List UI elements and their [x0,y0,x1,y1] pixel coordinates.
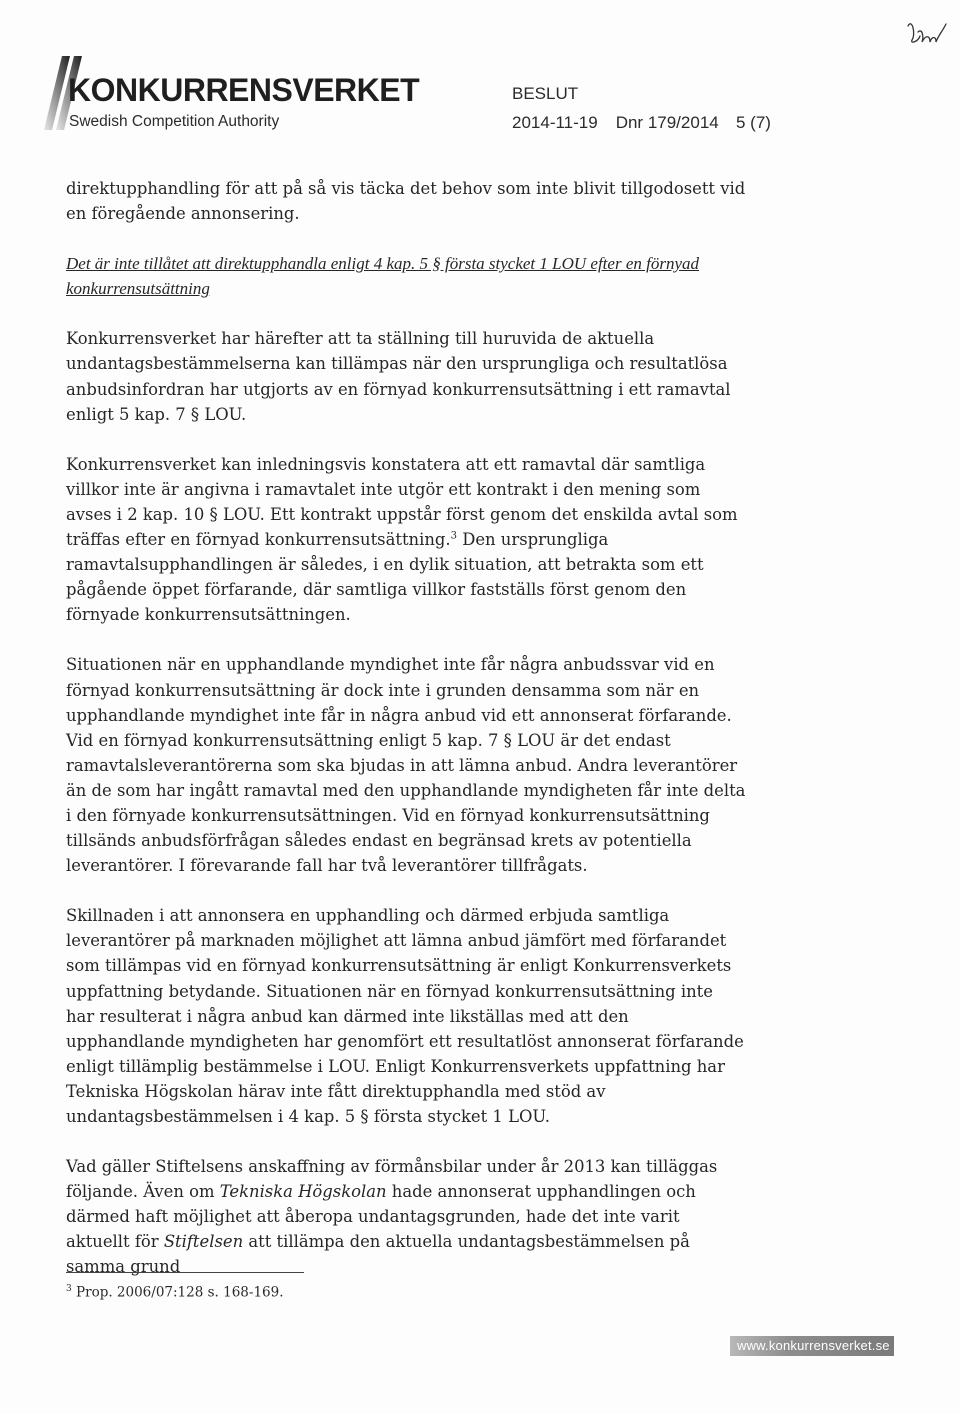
org-name: KONKURRENSVERKET [68,72,420,108]
document-dnr: Dnr 179/2014 [615,113,719,132]
paragraph-6-part-a: Vad gäller Stiftelsens anskaffning av förmånsbilar under år 2013 kan tilläggas följande. Även om [66,1157,718,1202]
body-text [66,176,746,1305]
document-type: BESLUT [512,84,579,103]
org-subtitle: Swedish Competition Authority [69,113,280,130]
paragraph-6 [66,1154,746,1279]
paragraph-1: direktupphandling för att på så vis täcka det behov som inte blivit tillgodosett vid en föregående annonsering. [66,179,746,224]
paragraph-3 [66,452,746,628]
document-date: 2014-11-19 [512,113,598,132]
footnote-reference: 3 [450,530,457,542]
section-heading [66,251,746,301]
website-url[interactable]: www.konkurrensverket.se [737,1338,890,1353]
paragraph-6-emphasis-1: Tekniska Högskolan [219,1182,387,1202]
paragraph-6-part-c: att tillämpa den aktuella undantagsbestämmelsen på samma grund [66,1232,690,1277]
paragraph-6-emphasis-2: Stiftelsen [163,1232,244,1252]
paragraph-3-part-b: Den ursprungliga ramavtalsupphandlingen är således, i en dylik situation, att betrakta som ett pågående öppet förfarande, där samtliga villkor fastställs först genom den förnyade konkurrensutsättningen. [66,530,704,625]
footnote [66,1284,284,1301]
paragraph-2: Konkurrensverket har härefter att ta ställning till huruvida de aktuella undantagsbestämmelserna kan tillämpas när den ursprungliga och resultatlösa anbudsinfordran har utgjorts av en förnyad konkurrensutsättning i ett ramavtal enligt 5 kap. 7 § LOU. [66,329,731,424]
footnote-text: Prop. 2006/07:128 s. 168-169. [71,1284,284,1301]
paragraph-6-part-b: hade annonserat upphandlingen och därmed haft möjlighet att åberopa undantagsgrunden, hade det inte varit aktuellt för [66,1182,696,1252]
section-heading-text: Det är inte tillåtet att direktupphandla enligt 4 kap. 5 § första stycket 1 LOU efter en förnyad konkurrensutsättning [66,254,700,299]
footnote-divider [66,1272,304,1273]
paragraph-5: Skillnaden i att annonsera en upphandling och därmed erbjuda samtliga leverantörer på marknaden möjlighet att lämna anbud jämfört med förfarandet som tillämpas vid en förnyad konkurrensutsättning är enligt Konkurrensverkets uppfattning betydande. Situationen när en förnyad konkurrensutsättning inte har resulterat i några anbud kan därmed inte likställas med att den upphandlande myndigheten har genomfört ett resultatlöst annonserat förfarande enligt tillämplig bestämmelse i LOU. Enligt Konkurrensverkets uppfattning har Tekniska Högskolan härav inte fått direktupphandla med stöd av undantagsbestämmelsen i 4 kap. 5 § första stycket 1 LOU. [66,906,744,1126]
footnote-number: 3 [66,1284,72,1294]
handwritten-initials-icon [904,14,950,54]
paragraph-3-part-a: Konkurrensverket kan inledningsvis konstatera att ett ramavtal där samtliga villkor inte är angivna i ramavtalet inte utgör ett kontrakt i den mening som avses i 2 kap. 10 § LOU. Ett kontrakt uppstår först genom det enskilda avtal som träffas efter en förnyad konkurrensutsättning. [66,454,738,550]
paragraph-4: Situationen när en upphandlande myndighet inte får några anbudssvar vid en förnyad konkurrensutsättning är dock inte i grunden densamma som när en upphandlande myndighet inte får in några anbud vid ett annonserat förfarande. Vid en förnyad konkurrensutsättning enligt 5 kap. 7 § LOU är det endast ramavtalsleverantörerna som ska bjudas in att lämna anbud. Andra leverantörer än de som har ingått ramavtal med den upphandlande myndigheten får inte delta i den förnyade konkurrensutsättningen. Vid en förnyad konkurrensutsättning tillsänds anbudsförfrågan således endast en begränsad krets av potentiella leverantörer. I förevarande fall har två leverantörer tillfrågats. [66,655,746,876]
document-meta [512,113,771,133]
page-number: 5 (7) [736,113,771,132]
